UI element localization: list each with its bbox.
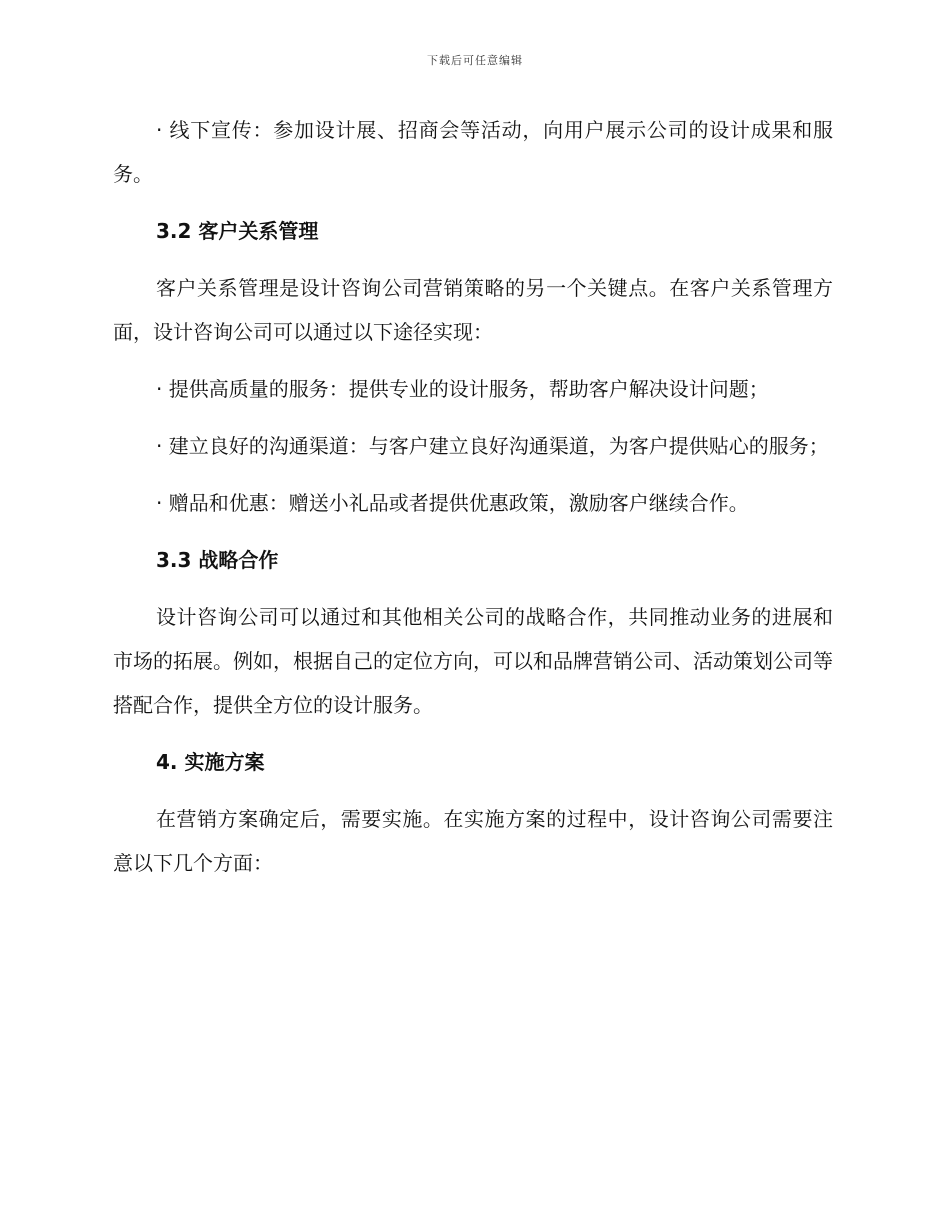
bullet-gifts-discounts: · 赠品和优惠：赠送小礼品或者提供优惠政策，激励客户继续合作。	[156, 491, 749, 515]
paragraph-strategic-cooperation: 设计咨询公司可以通过和其他相关公司的战略合作，共同推动业务的进展和市场的拓展。例如，根据自己的定位方向，可以和品牌营销公司、活动策划公司等搭配合作，提供全方位的设计服务。	[113, 605, 833, 717]
bullet-quality-service: · 提供高质量的服务：提供专业的设计服务，帮助客户解决设计问题；	[156, 377, 769, 401]
section-heading-4: 4. 实施方案	[156, 750, 265, 774]
paragraph-implementation: 在营销方案确定后，需要实施。在实施方案的过程中，设计咨询公司需要注意以下几个方面：	[113, 807, 833, 875]
section-heading-3-3: 3.3 战略合作	[156, 548, 279, 572]
page-header: 下载后可任意编辑	[427, 54, 523, 67]
bullet-communication-channel: · 建立良好的沟通渠道：与客户建立良好沟通渠道，为客户提供贴心的服务；	[156, 434, 829, 458]
paragraph-crm-intro: 客户关系管理是设计咨询公司营销策略的另一个关键点。在客户关系管理方面，设计咨询公司可以通过以下途径实现：	[113, 276, 833, 344]
section-heading-3-2: 3.2 客户关系管理	[156, 219, 319, 243]
bullet-offline-promotion: · 线下宣传：参加设计展、招商会等活动，向用户展示公司的设计成果和服务。	[113, 118, 833, 186]
document-body	[113, 108, 833, 898]
